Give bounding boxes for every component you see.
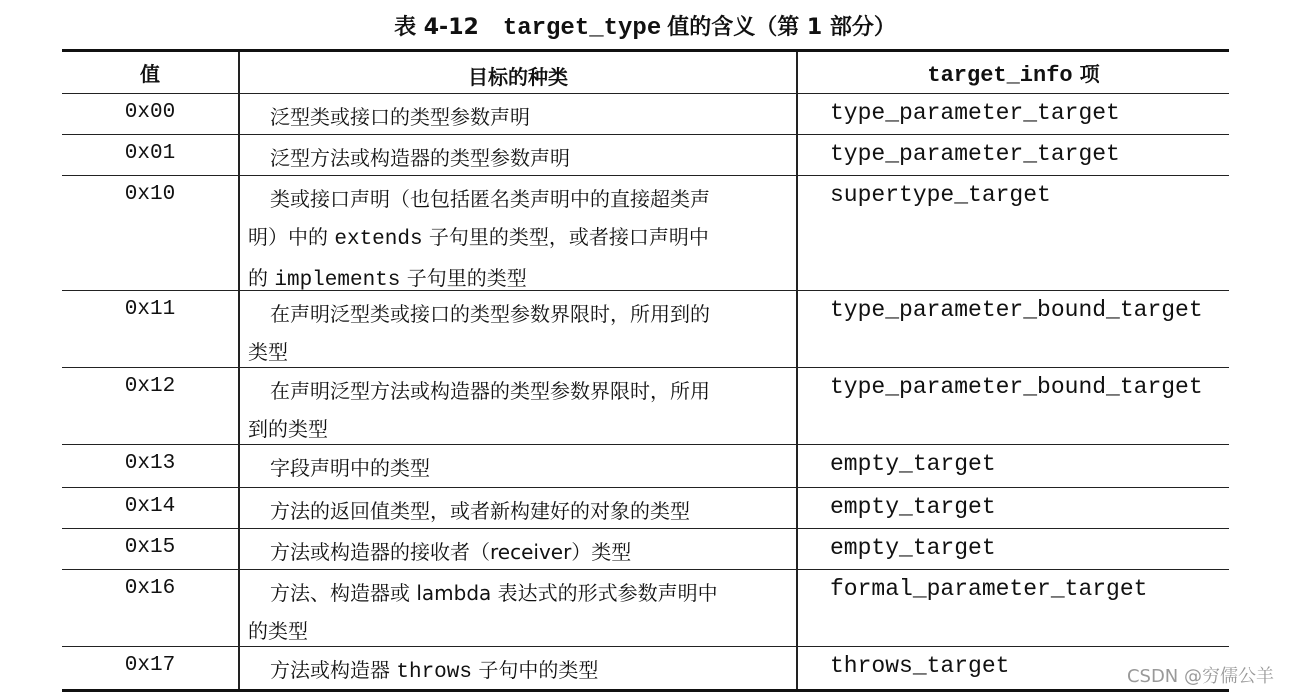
- text-fragment: 子句中的类型: [471, 658, 599, 682]
- table-row: [62, 367, 1229, 444]
- kind-cell: [240, 291, 798, 367]
- table-caption: [0, 10, 1290, 42]
- text-fragment: 类型: [248, 340, 288, 364]
- target-type-table: [62, 49, 1229, 692]
- kind-cell: [240, 176, 798, 290]
- kind-line: [248, 533, 788, 571]
- info-cell: throws_target: [830, 653, 1010, 679]
- caption-code: target_type: [502, 15, 662, 42]
- value-cell: 0x01: [62, 135, 240, 175]
- code-fragment: implements: [274, 269, 401, 292]
- kind-cell: [240, 529, 798, 569]
- header-info-suffix: 项: [1072, 62, 1100, 86]
- text-fragment: 在声明泛型类或接口的类型参数界限时，所用到的: [270, 302, 710, 326]
- table-header-row: [62, 52, 1229, 93]
- kind-line: [248, 218, 788, 259]
- kind-line: [248, 180, 788, 218]
- info-cell: type_parameter_bound_target: [830, 297, 1203, 323]
- text-fragment: 泛型方法或构造器的类型参数声明: [270, 146, 570, 170]
- kind-line: [248, 449, 788, 487]
- value-cell: 0x12: [62, 368, 240, 444]
- info-cell: type_parameter_bound_target: [830, 374, 1203, 400]
- table-row: [62, 290, 1229, 367]
- value-cell: 0x00: [62, 94, 240, 134]
- kind-line: [248, 372, 788, 410]
- value-cell: 0x17: [62, 647, 240, 689]
- kind-line: [248, 574, 788, 612]
- text-fragment: 子句里的类型: [400, 266, 527, 290]
- kind-cell: [240, 488, 798, 528]
- header-info-code: target_info: [927, 63, 1073, 88]
- value-cell: 0x16: [62, 570, 240, 646]
- code-fragment: throws: [396, 661, 472, 684]
- caption-text: 值的含义（第 1 部分）: [667, 15, 896, 40]
- text-fragment: 在声明泛型方法或构造器的类型参数界限时，所用: [270, 379, 710, 403]
- header-info: [798, 52, 1229, 93]
- kind-line: [248, 410, 788, 448]
- table-row: [62, 569, 1229, 646]
- text-fragment: 的类型: [248, 619, 308, 643]
- header-value: 值: [62, 52, 240, 93]
- kind-line: [248, 492, 788, 530]
- table-row: [62, 134, 1229, 175]
- kind-line: [248, 651, 788, 692]
- text-fragment: 方法的返回值类型，或者新构建好的对象的类型: [270, 499, 690, 523]
- table-row: [62, 646, 1229, 689]
- value-cell: 0x14: [62, 488, 240, 528]
- text-fragment: 方法或构造器的接收者（receiver）类型: [270, 540, 632, 564]
- info-cell: formal_parameter_target: [830, 576, 1148, 602]
- text-fragment: 的: [248, 266, 275, 290]
- table-row: [62, 175, 1229, 290]
- caption-number: 表 4-12: [394, 15, 479, 40]
- text-fragment: 方法、构造器或 lambda 表达式的形式参数声明中: [270, 581, 718, 605]
- info-cell: type_parameter_target: [830, 141, 1120, 167]
- info-cell: empty_target: [830, 451, 996, 477]
- kind-cell: [240, 445, 798, 487]
- value-cell: 0x11: [62, 291, 240, 367]
- info-cell: type_parameter_target: [830, 100, 1120, 126]
- text-fragment: 方法或构造器: [270, 658, 397, 682]
- kind-line: [248, 139, 788, 177]
- text-fragment: 到的类型: [248, 417, 328, 441]
- kind-cell: [240, 570, 798, 646]
- table-row: [62, 528, 1229, 569]
- watermark: CSDN @穷儒公羊: [1126, 666, 1274, 687]
- header-kind: 目标的种类: [240, 52, 798, 93]
- value-cell: 0x15: [62, 529, 240, 569]
- kind-cell: [240, 647, 798, 689]
- text-fragment: 字段声明中的类型: [270, 456, 430, 480]
- text-fragment: 类或接口声明（也包括匿名类声明中的直接超类声: [270, 187, 710, 211]
- text-fragment: 子句里的类型，或者接口声明中: [422, 225, 709, 249]
- kind-cell: [240, 135, 798, 175]
- text-fragment: 泛型类或接口的类型参数声明: [270, 105, 530, 129]
- kind-cell: [240, 368, 798, 444]
- kind-line: [248, 612, 788, 650]
- info-cell: empty_target: [830, 535, 996, 561]
- kind-line: [248, 98, 788, 136]
- kind-line: [248, 295, 788, 333]
- value-cell: 0x13: [62, 445, 240, 487]
- text-fragment: 明）中的: [248, 225, 335, 249]
- table-row: [62, 93, 1229, 134]
- kind-cell: [240, 94, 798, 134]
- table-row: [62, 444, 1229, 487]
- table-row: [62, 487, 1229, 528]
- info-cell: empty_target: [830, 494, 996, 520]
- kind-line: [248, 333, 788, 371]
- value-cell: 0x10: [62, 176, 240, 290]
- code-fragment: extends: [334, 228, 423, 251]
- info-cell: supertype_target: [830, 182, 1051, 208]
